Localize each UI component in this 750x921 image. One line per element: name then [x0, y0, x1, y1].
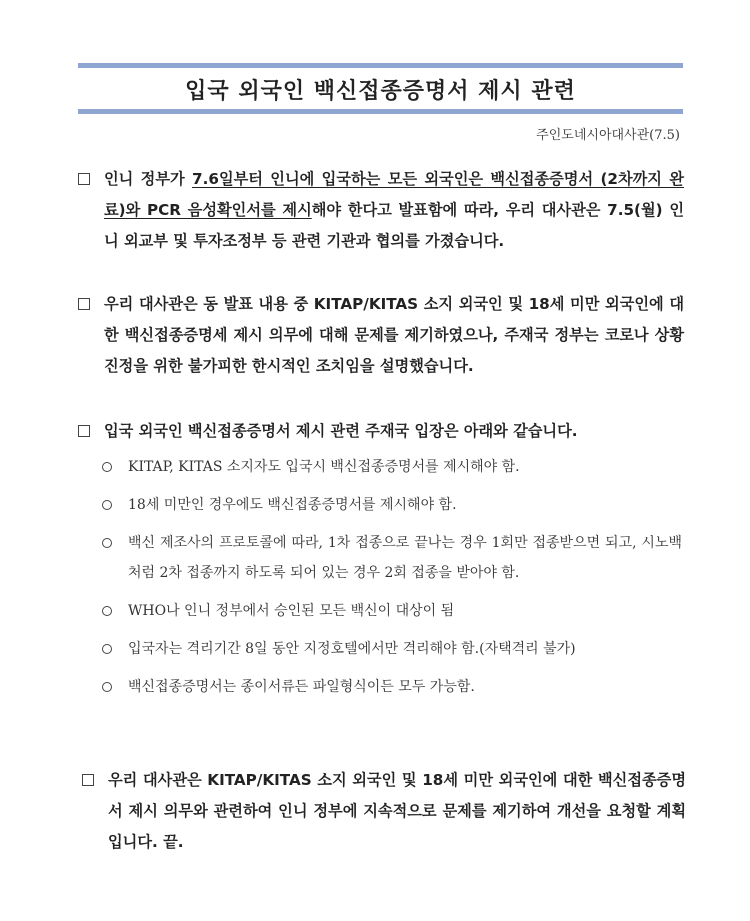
circle-bullet-icon: [102, 538, 112, 548]
title-banner: [78, 63, 683, 115]
list-item: [102, 528, 682, 588]
list-item: [102, 672, 682, 702]
list-item-text: 18세 미만인 경우에도 백신접종증명서를 제시해야 함.: [128, 497, 457, 513]
list-item-text: 백신접종증명서는 종이서류든 파일형식이든 모두 가능함.: [128, 679, 475, 695]
issuer-byline: 주인도네시아대사관(7.5): [536, 128, 680, 143]
position-list: [102, 452, 682, 710]
paragraph-objection: [78, 289, 684, 382]
square-bullet-icon: [82, 774, 94, 786]
circle-bullet-icon: [102, 682, 112, 692]
circle-bullet-icon: [102, 606, 112, 616]
list-item-text: 입국자는 격리기간 8일 동안 지정호텔에서만 격리해야 함.(자택격리 불가): [128, 641, 576, 657]
list-item-text: 백신 제조사의 프로토콜에 따라, 1차 접종으로 끝나는 경우 1회만 접종받으면 되고, 시노백처럼 2차 접종까지 하도록 되어 있는 경우 2회 접종을 받아야 함.: [128, 535, 682, 581]
paragraph-text: 입국 외국인 백신접종증명서 제시 관련 주재국 입장은 아래와 같습니다.: [104, 422, 578, 440]
title-rule-top: [78, 63, 683, 68]
paragraph-followup: [82, 765, 686, 858]
paragraph-text: [78, 164, 684, 257]
document-title: 입국 외국인 백신접종증명서 제시 관련: [185, 79, 576, 104]
paragraph-text: 우리 대사관은 KITAP/KITAS 소지 외국인 및 18세 미만 외국인에 대한 백신접종증명서 제시 의무와 관련하여 인니 정부에 지속적으로 문제를 제기하여 개선을 요청할 계획입니다. 끝.: [108, 771, 686, 851]
underlined-requirement: 7.6일부터 인니에 입국하는 모든 외국인은 백신접종증명서 (2차까지 완료)와 PCR 음성확인서를 제시: [104, 170, 684, 219]
square-bullet-icon: [78, 173, 90, 185]
circle-bullet-icon: [102, 462, 112, 472]
paragraph-position-heading: [78, 416, 684, 447]
list-item: [102, 452, 682, 482]
square-bullet-icon: [78, 425, 90, 437]
circle-bullet-icon: [102, 500, 112, 510]
list-item-text: KITAP, KITAS 소지자도 입국시 백신접종증명서를 제시해야 함.: [128, 459, 520, 475]
paragraph-text: 우리 대사관은 동 발표 내용 중 KITAP/KITAS 소지 외국인 및 18세 미만 외국인에 대한 백신접종증명세 제시 의무에 대해 문제를 제기하였으나, 주재국 정부는 코로나 상황 진정을 위한 불가피한 한시적인 조치임을 설명했습니다.: [104, 295, 684, 375]
title-rule-bottom: [78, 109, 683, 114]
list-item: [102, 596, 682, 626]
text-run: 해야 한다고 발표함에 따라, 우리 대사관은 7.5(월) 인니 외교부 및 투자조정부 등 관련 기관과 협의를 가졌습니다.: [104, 201, 684, 250]
list-item: [102, 490, 682, 520]
list-item: [102, 634, 682, 664]
text-run: 인니 정부가: [104, 170, 193, 188]
paragraph-announcement: [78, 164, 684, 257]
square-bullet-icon: [78, 298, 90, 310]
list-item-text: WHO나 인니 정부에서 승인된 모든 백신이 대상이 됨: [128, 603, 455, 619]
circle-bullet-icon: [102, 644, 112, 654]
